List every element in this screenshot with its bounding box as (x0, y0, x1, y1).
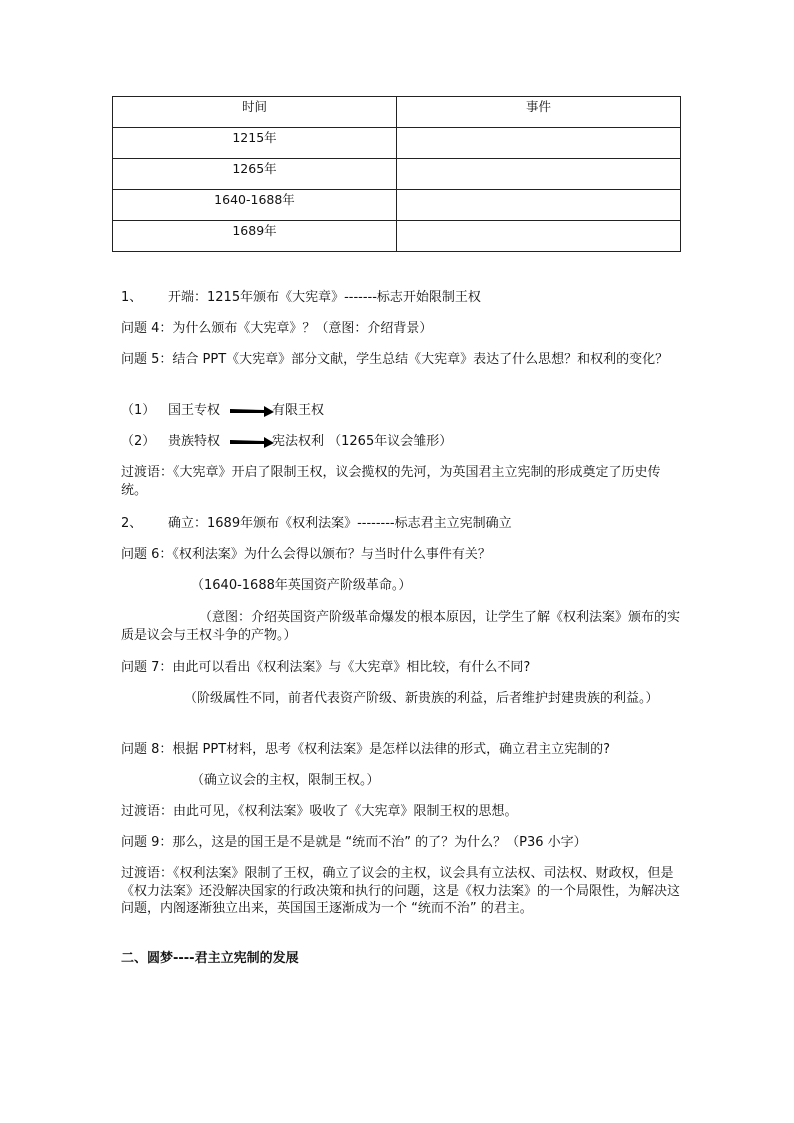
section-text: 开端：1215年颁布《大宪章》-------标志开始限制王权 (168, 290, 481, 305)
section-heading-2: 二、圆梦----君主立宪制的发展 (121, 951, 299, 966)
table-row (113, 159, 681, 190)
question-9: 问题 9：那么，这是的国王是不是就是 “统而不治” 的了？为什么？（P36 小字） (121, 835, 587, 850)
arrow-right-icon (230, 404, 274, 418)
answer-7: （阶级属性不同，前者代表资产阶级、新贵族的利益，后者维护封建贵族的利益。） (184, 691, 659, 706)
cell-event (397, 190, 681, 221)
change-item-1 (121, 402, 681, 420)
cell-time: 1689年 (113, 221, 397, 252)
transition-1: 过渡语：《大宪章》开启了限制王权，议会揽权的先河，为英国君主立宪制的形成奠定了历史传统。 (121, 465, 661, 498)
transition-2: 过渡语：由此可见，《权利法案》吸收了《大宪章》限制王权的思想。 (121, 804, 518, 819)
section-number: 2、 (121, 516, 143, 531)
cell-event (397, 221, 681, 252)
header-time: 时间 (113, 97, 397, 128)
change-item-2 (121, 433, 681, 451)
table-row (113, 221, 681, 252)
question-7: 问题 7：由此可以看出《权利法案》与《大宪章》相比较，有什么不同? (121, 660, 531, 675)
question-8: 问题 8：根据 PPT材料，思考《权利法案》是怎样以法律的形式，确立君主立宪制的? (121, 742, 611, 757)
answer-8: （确立议会的主权，限制王权。） (191, 773, 380, 788)
cell-time: 1265年 (113, 159, 397, 190)
cell-time: 1215年 (113, 128, 397, 159)
arrow-right-icon (230, 435, 274, 449)
section-text: 确立：1689年颁布《权利法案》--------标志君主立宪制确立 (168, 516, 512, 531)
after-text: 有限王权 (272, 403, 325, 418)
question-6: 问题 6：《权利法案》为什么会得以颁布？与当时什么事件有关？ (121, 547, 491, 562)
cell-event (397, 159, 681, 190)
table-row (113, 190, 681, 221)
cell-time: 1640-1688年 (113, 190, 397, 221)
table-row (113, 128, 681, 159)
transition-3: 过渡语：《权利法案》限制了王权，确立了议会的主权，议会具有立法权、司法权、财政权，但是《权力法案》还没解决国家的行政决策和执行的问题，这是《权力法案》的一个局限性，为解决这问题，内阁逐渐独立出来，英国国王逐渐成为一个 “统而不治” 的君主。 (121, 866, 681, 917)
section-number: 1、 (121, 290, 143, 305)
section-2-heading (121, 515, 681, 533)
answer-6: （1640-1688年英国资产阶级革命。） (191, 578, 412, 593)
question-5: 问题 5：结合 PPT《大宪章》部分文献，学生总结《大宪章》表达了什么思想？和权利的变化？ (121, 352, 669, 367)
section-1-heading (121, 289, 681, 307)
after-text: 宪法权利 （1265年议会雏形） (272, 434, 453, 449)
before-text: 国王专权 (168, 403, 221, 418)
cell-event (397, 128, 681, 159)
list-label: （1） (121, 403, 156, 418)
question-4: 问题 4：为什么颁布《大宪章》？（意图：介绍背景） (121, 321, 433, 336)
table-header-row (113, 97, 681, 128)
before-text: 贵族特权 (168, 434, 221, 449)
header-event: 事件 (397, 97, 681, 128)
timeline-table (112, 96, 681, 252)
list-label: （2） (121, 434, 156, 449)
answer-6-intent: （意图：介绍英国资产阶级革命爆发的根本原因，让学生了解《权利法案》颁布的实质是议会与王权斗争的产物。） (121, 610, 681, 643)
